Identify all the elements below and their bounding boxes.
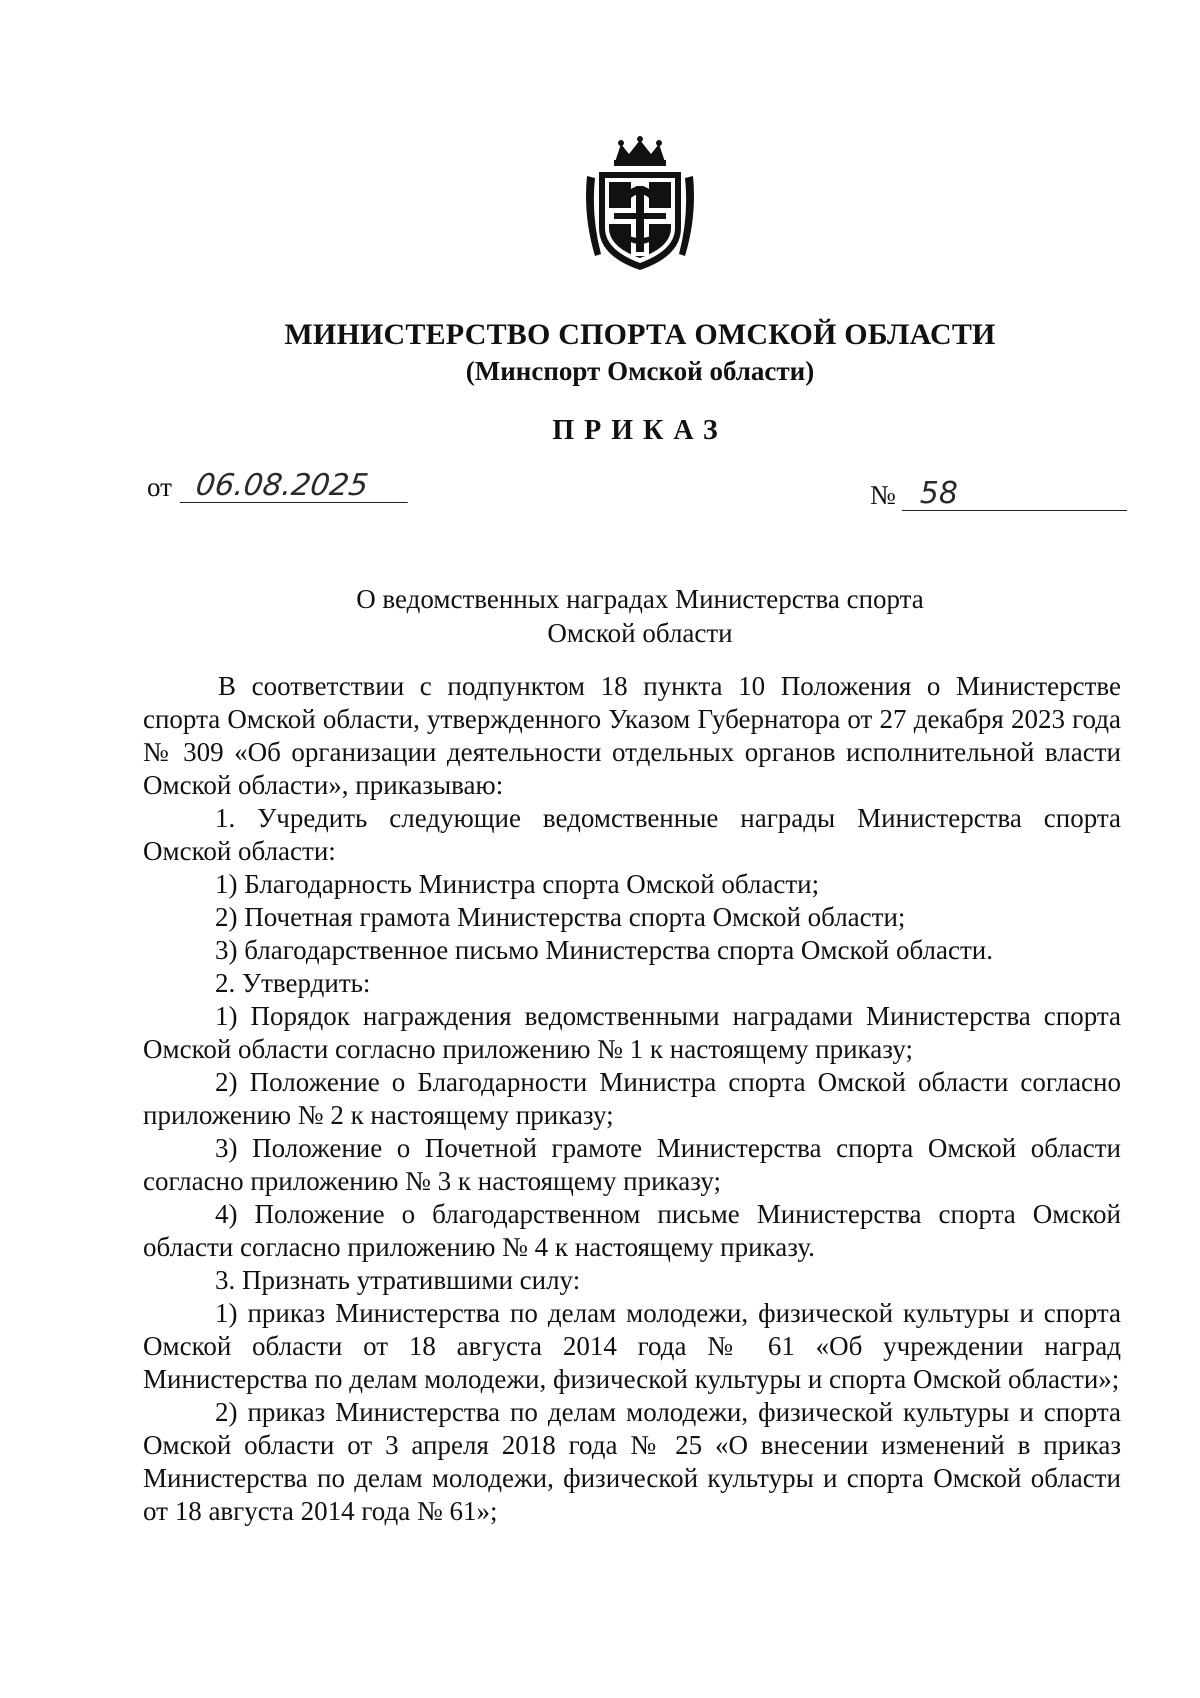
subject-line-2: Омской области [547, 618, 733, 648]
order-number-line [870, 478, 1127, 511]
preamble-paragraph: В соответствии с подпунктом 18 пункта 10 Положения о Министерстве спорта Омской области, утвержденного Указом Губернатора от 27 декабря 2023 года № 309 «Об организации деятельности отдельных органов исполнительной власти Омской области», приказываю: [143, 671, 1121, 800]
order-number-handwritten: 58 [902, 478, 1127, 511]
clause-2-item-1: 1) Порядок награждения ведомственными наградами Министерства спорта Омской области согласно приложению № 1 к настоящему приказу; [143, 1001, 1121, 1064]
organization-title: МИНИСТЕРСТВО СПОРТА ОМСКОЙ ОБЛАСТИ [284, 318, 996, 351]
clause-3: 3. Признать утратившими силу: [215, 1265, 581, 1295]
clause-1-item-3: 3) благодарственное письмо Министерства спорта Омской области. [215, 935, 993, 965]
organization-short-name: (Минспорт Омской области) [465, 356, 815, 386]
clause-2-item-4: 4) Положение о благодарственном письме Министерства спорта Омской области согласно приложению № 4 к настоящему приказу. [143, 1199, 1121, 1262]
number-prefix: № [870, 480, 896, 510]
clause-1: 1. Учредить следующие ведомственные награды Министерства спорта Омской области: [143, 803, 1121, 866]
clause-2-item-2: 2) Положение о Благодарности Министра спорта Омской области согласно приложению № 2 к настоящему приказу; [143, 1067, 1121, 1130]
document-type: ПРИКАЗ [552, 415, 728, 446]
subject-line-1: О ведомственных наградах Министерства спорта [356, 584, 924, 614]
order-subject [0, 582, 1200, 650]
clause-2: 2. Утвердить: [215, 968, 371, 998]
clause-1-item-2: 2) Почетная грамота Министерства спорта Омской области; [215, 902, 906, 932]
clause-3-item-1: 1) приказ Министерства по делам молодежи, физической культуры и спорта Омской области от 18 августа 2014 года № 61 «Об учреждении наград Министерства по делам молодежи, физической культуры и спорта Омской области»; [143, 1298, 1121, 1394]
order-body [143, 670, 1121, 1528]
order-date-handwritten: 06.08.2025 [180, 470, 413, 503]
order-date-line [147, 470, 410, 503]
clause-2-item-3: 3) Положение о Почетной грамоте Министерства спорта Омской области согласно приложению № 3 к настоящему приказу; [143, 1133, 1121, 1196]
omsk-coat-of-arms-icon [581, 136, 699, 276]
clause-1-item-1: 1) Благодарность Министра спорта Омской области; [215, 869, 820, 899]
clause-3-item-2: 2) приказ Министерства по делам молодежи, физической культуры и спорта Омской области от 3 апреля 2018 года № 25 «О внесении изменений в приказ Министерства по делам молодежи, физической культуры и спорта Омской области от 18 августа 2014 года № 61»; [143, 1397, 1121, 1526]
date-prefix: от [147, 472, 172, 502]
